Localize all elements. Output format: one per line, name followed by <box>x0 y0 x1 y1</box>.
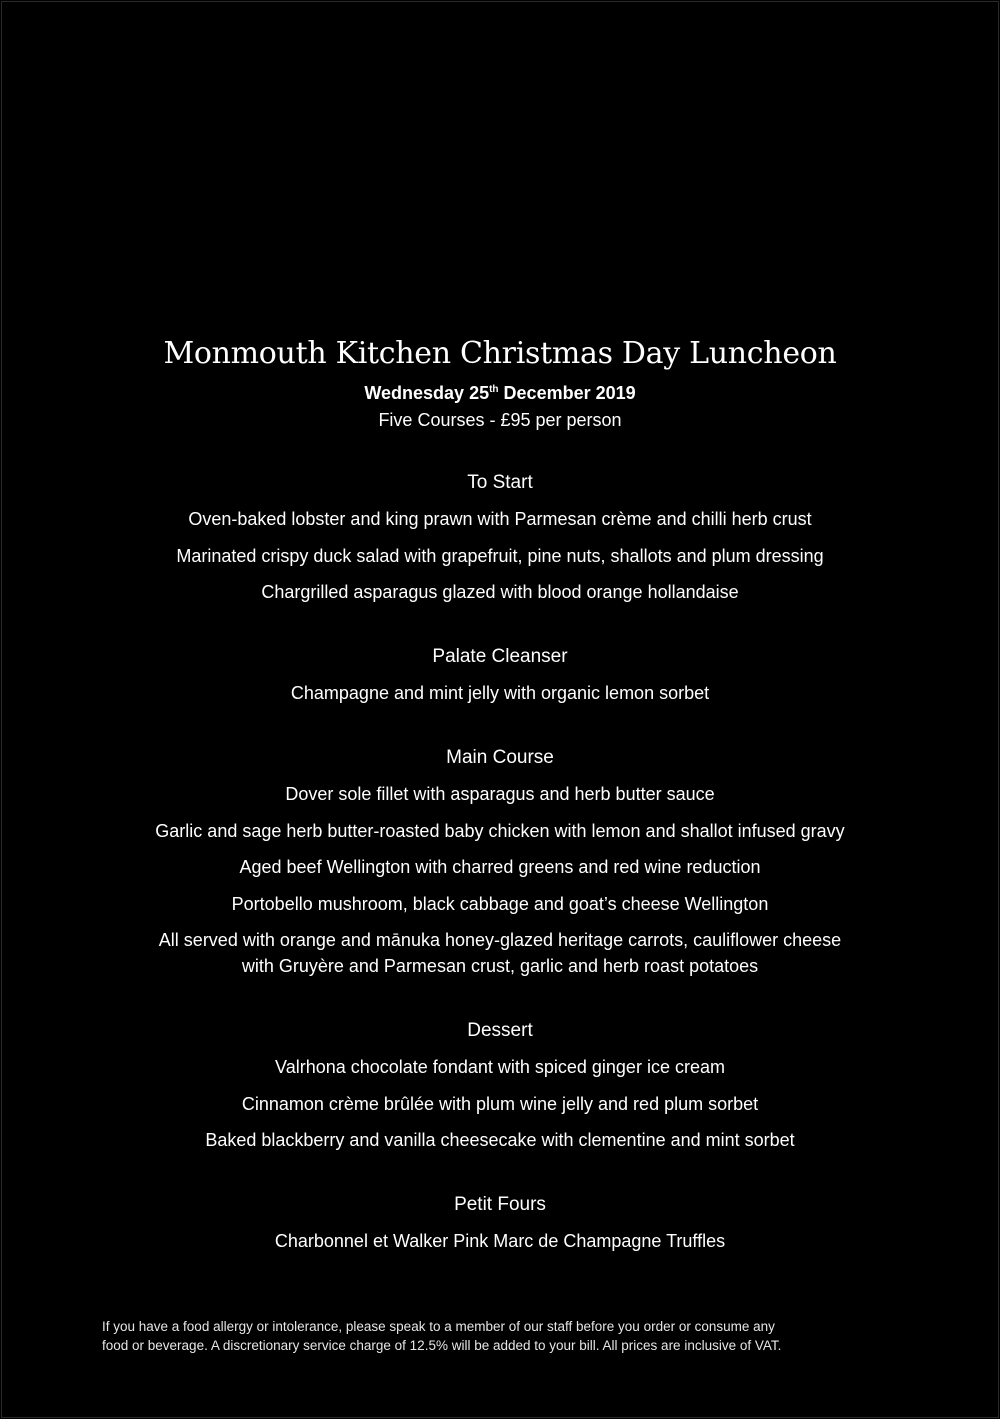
menu-item: Charbonnel et Walker Pink Marc de Champagne Truffles <box>274 1231 726 1251</box>
event-date-day: Wednesday 25 <box>364 383 490 403</box>
menu-header <box>0 334 1000 431</box>
footer-line: food or beverage. A discretionary service charge of 12.5% will be added to your bill. All prices are inclusive of VAT. <box>102 1338 782 1353</box>
section-palate-cleanser <box>0 644 1000 706</box>
section-petit-fours <box>0 1192 1000 1254</box>
section-heading: To Start <box>467 472 533 493</box>
menu-item: Valrhona chocolate fondant with spiced ginger ice cream <box>275 1057 725 1077</box>
event-date-month-year: December 2019 <box>498 383 636 403</box>
price-line: Five Courses - £95 per person <box>378 410 622 430</box>
section-heading: Petit Fours <box>454 1194 546 1215</box>
footer-line: If you have a food allergy or intolerance, please speak to a member of our staff before you order or consume any <box>102 1319 775 1334</box>
menu-item: Baked blackberry and vanilla cheesecake with clementine and mint sorbet <box>205 1130 795 1150</box>
menu-item: Dover sole fillet with asparagus and herb butter sauce <box>285 784 715 804</box>
section-to-start <box>0 470 1000 605</box>
menu-item: Garlic and sage herb butter-roasted baby chicken with lemon and shallot infused gravy <box>155 820 845 841</box>
allergy-footer <box>102 1317 902 1355</box>
menu-item: Cinnamon crème brûlée with plum wine jelly and red plum sorbet <box>241 1093 759 1114</box>
section-heading: Main Course <box>446 747 554 768</box>
main-course-sides-note: All served with orange and mānuka honey-glazed heritage carrots, cauliflower cheese with Gruyère and Parmesan crust, garlic and herb roast potatoes <box>158 930 842 976</box>
menu-item: Chargrilled asparagus glazed with blood orange hollandaise <box>261 582 739 602</box>
menu-item: Portobello mushroom, black cabbage and goat’s cheese Wellington <box>231 893 769 914</box>
menu-courses <box>0 470 1000 1293</box>
event-date <box>0 382 1000 404</box>
menu-item: Champagne and mint jelly with organic lemon sorbet <box>290 683 710 703</box>
section-dessert <box>0 1018 1000 1153</box>
menu-item: Aged beef Wellington with charred greens and red wine reduction <box>239 857 761 877</box>
menu-title: Monmouth Kitchen Christmas Day Luncheon <box>163 336 837 371</box>
section-main-course <box>0 745 1000 979</box>
menu-item: Oven-baked lobster and king prawn with Parmesan crème and chilli herb crust <box>188 509 812 529</box>
menu-item: Marinated crispy duck salad with grapefruit, pine nuts, shallots and plum dressing <box>176 545 824 566</box>
section-heading: Palate Cleanser <box>432 646 568 667</box>
section-heading: Dessert <box>467 1020 533 1041</box>
event-date-suffix: th <box>489 384 499 395</box>
